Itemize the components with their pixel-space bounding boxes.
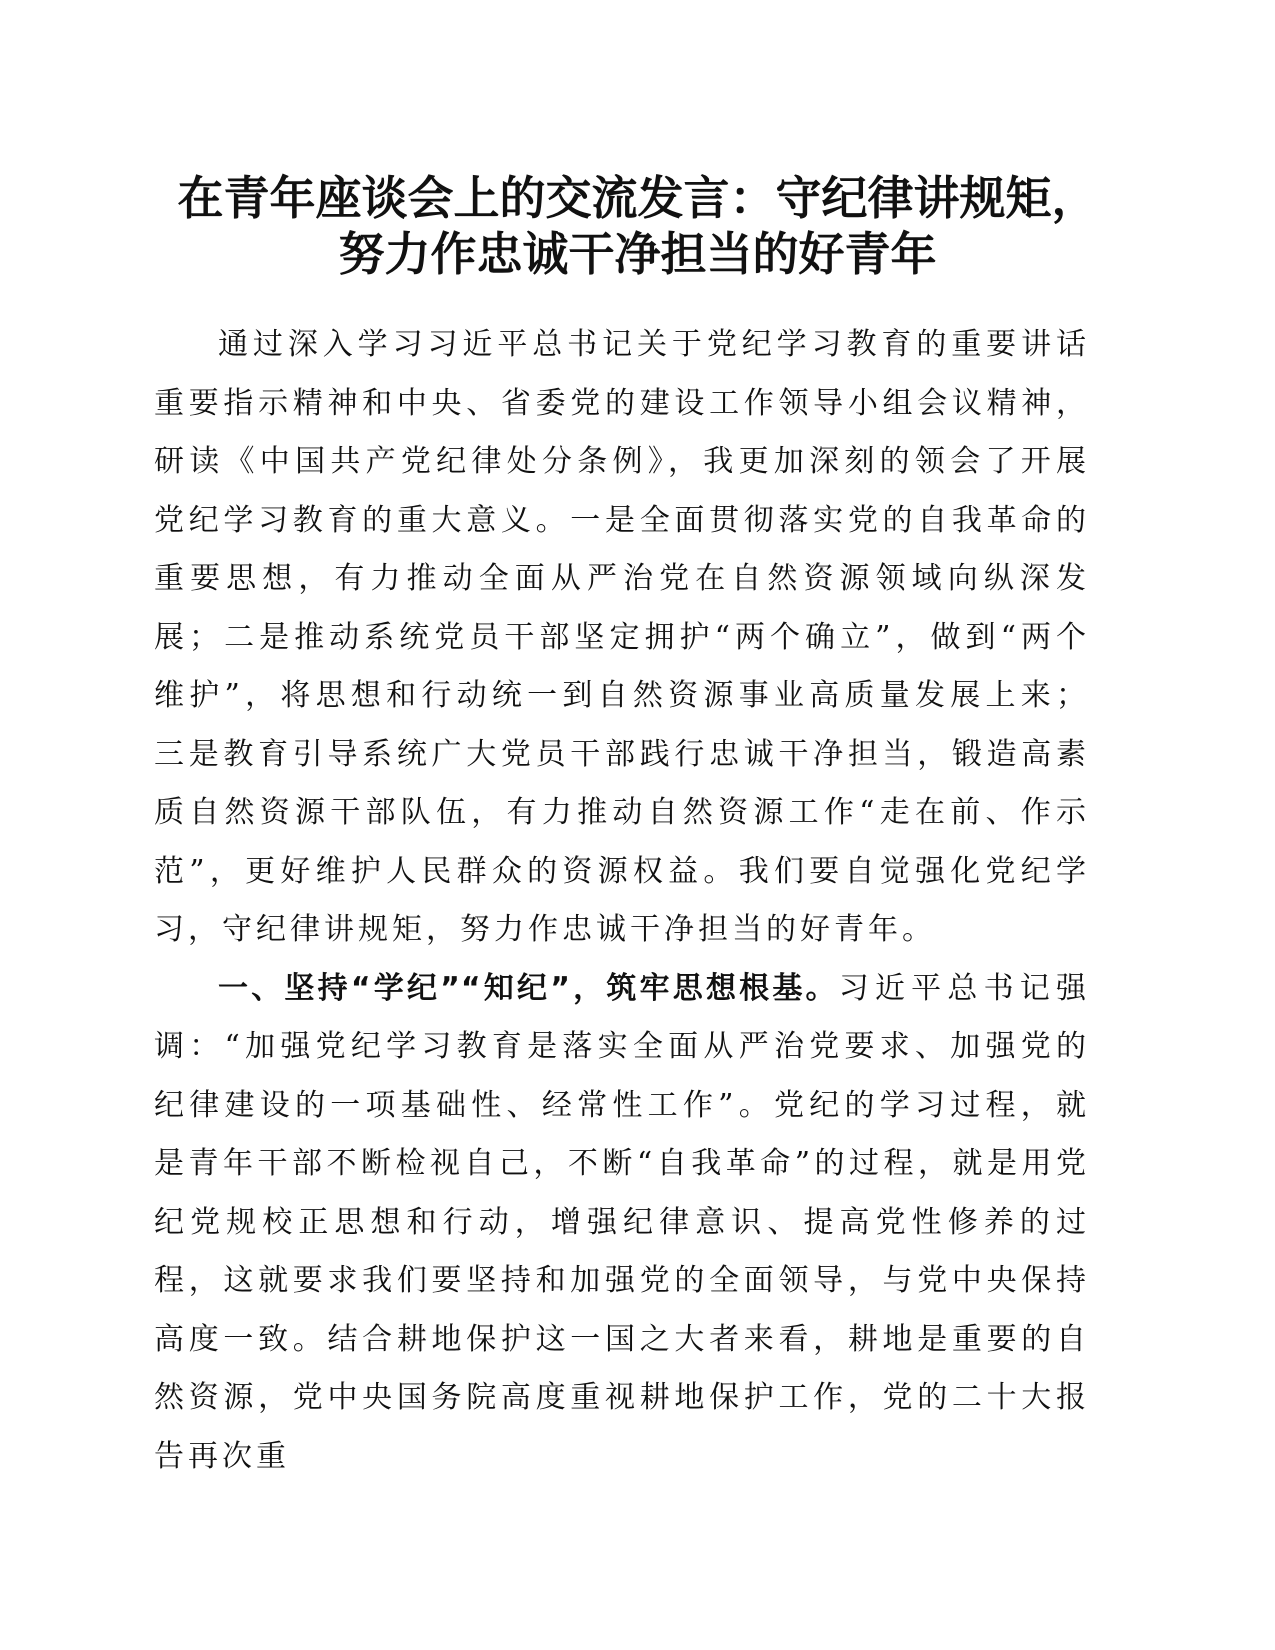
section-1-heading: 一、坚持“学纪”“知纪”，筑牢思想根基。 bbox=[218, 970, 839, 1006]
title-line-2: 努力作忠诚干净担当的好青年 bbox=[338, 227, 937, 281]
title-line-1: 在青年座谈会上的交流发言：守纪律讲规矩， bbox=[177, 171, 1098, 225]
document-title bbox=[120, 170, 1155, 282]
intro-paragraph: 通过深入学习习近平总书记关于党纪学习教育的重要讲话重要指示精神和中央、省委党的建设工作领导小组会议精神，研读《中国共产党纪律处分条例》，我更加深刻的领会了开展党纪学习教育的重大意义。一是全面贯彻落实党的自我革命的重要思想，有力推动全面从严治党在自然资源领域向纵深发展；二是推动系统党员干部坚定拥护“两个确立”，做到“两个维护”，将思想和行动统一到自然资源事业高质量发展上来；三是教育引导系统广大党员干部践行忠诚干净担当，锻造高素质自然资源干部队伍，有力推动自然资源工作“走在前、作示范”，更好维护人民群众的资源权益。我们要自觉强化党纪学习，守纪律讲规矩，努力作忠诚干净担当的好青年。 bbox=[154, 327, 1090, 947]
section-1-paragraph bbox=[154, 960, 1090, 1487]
section-1-text: 习近平总书记强调：“加强党纪学习教育是落实全面从严治党要求、加强党的纪律建设的一项基础性、经常性工作”。党纪的学习过程，就是青年干部不断检视自己，不断“自我革命”的过程，就是用党纪党规校正思想和行动，增强纪律意识、提高党性修养的过程，这就要求我们要坚持和加强党的全面领导，与党中央保持高度一致。结合耕地保护这一国之大者来看，耕地是重要的自然资源，党中央国务院高度重视耕地保护工作，党的二十大报告再次重 bbox=[154, 970, 1090, 1474]
document-body bbox=[154, 316, 1090, 1486]
